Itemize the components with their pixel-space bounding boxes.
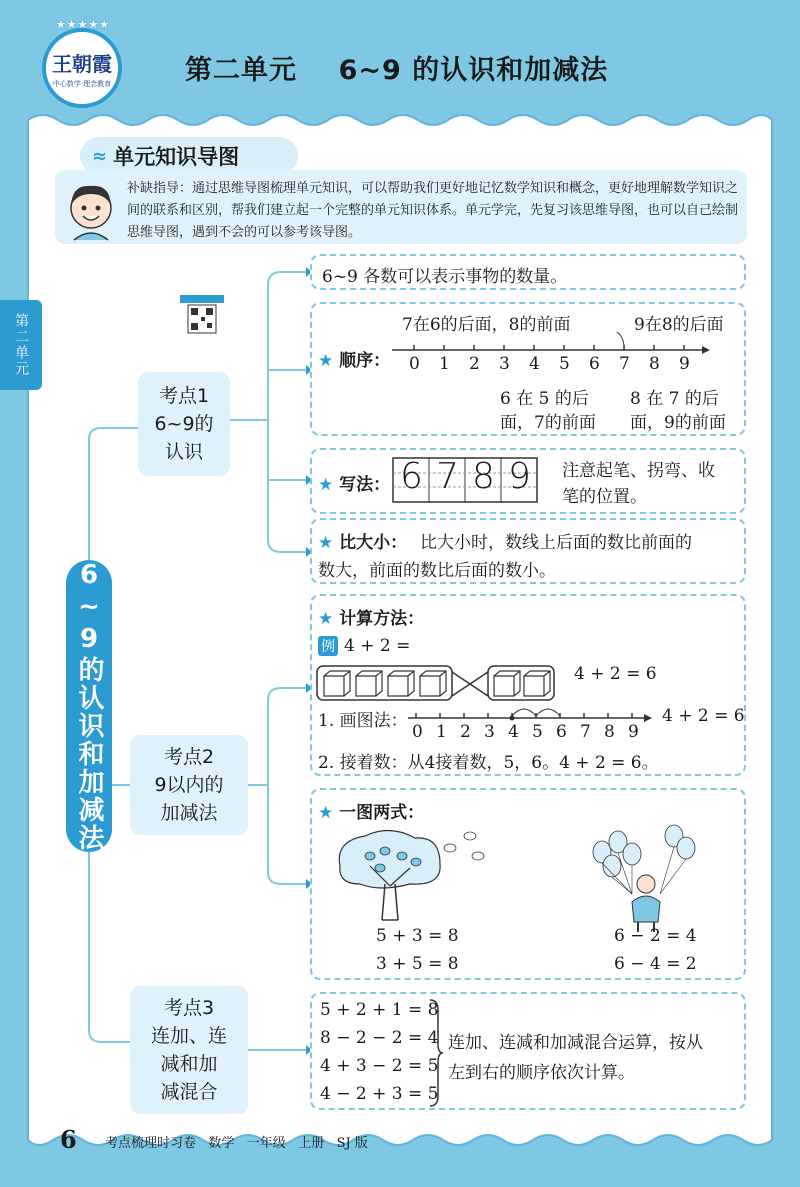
- kp3-label-line: 减和加: [160, 1053, 218, 1075]
- write-label: [318, 470, 390, 495]
- root-node-text: 6~9的认识和加减法: [74, 560, 104, 852]
- kp2-two-equations-card: [310, 788, 746, 980]
- method1-num: 2: [460, 722, 471, 742]
- note-eight-line: 8 在 7 的后: [630, 389, 719, 409]
- kp2-label-line: 加减法: [160, 802, 218, 824]
- note-nine: 9在8的后面: [634, 315, 724, 335]
- kp2-label-line: 考点2: [163, 746, 215, 768]
- kp3-label-line: 连加、连: [150, 1025, 227, 1047]
- order-label-text: 顺序：: [339, 351, 391, 371]
- write-note-line: 笔的位置。: [562, 487, 647, 507]
- tree-with-birds-icon: [330, 826, 520, 926]
- order-num: 5: [559, 354, 570, 374]
- calc-label: [318, 604, 424, 629]
- kp1-label-line: 认识: [164, 441, 203, 463]
- mixed-rule-line: 连加、连减和加减混合运算，按从: [448, 1033, 703, 1053]
- write-label-text: 写法：: [339, 475, 391, 495]
- order-num: 4: [529, 354, 540, 374]
- unit-side-tab[interactable]: 第二单元: [0, 300, 42, 390]
- method1-label: 1. 画图法：: [318, 711, 408, 731]
- mixed-rule-line: 左到右的顺序依次计算。: [448, 1063, 635, 1083]
- order-num: 3: [499, 354, 510, 374]
- order-num: 6: [589, 354, 600, 374]
- method1-num: 6: [556, 722, 567, 742]
- write-digit: 7: [436, 456, 459, 497]
- mixed-eq: 4 + 3 − 2 = 5: [320, 1056, 439, 1076]
- mixed-eq: 5 + 2 + 1 = 8: [320, 1000, 439, 1020]
- root-node: [66, 560, 112, 852]
- brand-logo: [42, 18, 122, 108]
- kp3-mixed-card: [310, 992, 746, 1110]
- method1-num: 3: [484, 722, 495, 742]
- order-label: [318, 346, 390, 371]
- kp3-label-line: 考点3: [163, 997, 215, 1019]
- header: [0, 0, 800, 105]
- page-title: 第二单元 6~9 的认识和加减法: [185, 55, 609, 86]
- logo-subtext: 中心数学·理念教育: [52, 79, 112, 88]
- footer-text: 考点梳理时习卷 数学 一年级 上册 SJ 版: [105, 1136, 368, 1151]
- write-digit: 6: [400, 456, 423, 497]
- order-num: 7: [619, 354, 630, 374]
- note-eight-line: 面，9的前面: [630, 413, 726, 433]
- curly-brace-icon: [428, 998, 444, 1108]
- order-num: 2: [469, 354, 480, 374]
- kp1-compare-card: [310, 518, 746, 584]
- order-num: 9: [679, 354, 690, 374]
- write-digit: 9: [508, 456, 531, 497]
- logo-text: 王朝霞: [52, 51, 112, 76]
- method1-result: 4 + 2 = 6: [662, 706, 745, 726]
- mixed-eq: 4 − 2 + 3 = 5: [320, 1084, 439, 1104]
- write-digit: 8: [472, 456, 495, 497]
- method1-num: 7: [580, 722, 591, 742]
- balloon-eq: 6 − 2 = 4: [614, 926, 697, 946]
- kp1-node: [138, 372, 230, 476]
- quantity-text: 6~9 各数可以表示事物的数量。: [322, 267, 568, 287]
- method1-num: 8: [604, 722, 615, 742]
- note-six-line: 面，7的前面: [500, 413, 596, 433]
- two-eq-label-text: 一图两式：: [339, 803, 425, 823]
- section-heading-text: 单元知识导图: [113, 145, 240, 169]
- compare-label: [318, 528, 407, 553]
- kp3-node: [130, 986, 248, 1114]
- tree-eq: 3 + 5 = 8: [376, 954, 459, 974]
- boy-with-balloons-icon: [582, 822, 712, 932]
- example-badge: 例: [318, 636, 338, 656]
- method1-num: 4: [508, 722, 519, 742]
- compare-label-text: 比大小：: [339, 533, 408, 553]
- note-six-line: 6 在 5 的后: [500, 389, 589, 409]
- write-note-line: 注意起笔、拐弯、收: [562, 461, 715, 481]
- example-expr: 4 + 2 =: [344, 636, 411, 656]
- method1-num: 0: [412, 722, 423, 742]
- kp1-label-line: 6~9的: [154, 413, 214, 435]
- guide-text: 补缺指导：通过思维导图梳理单元知识，可以帮助我们更好地记忆数学知识和概念，更好地理解数学知识之间的联系和区别，帮我们建立起一个完整的单元知识体系。单元学完，先复习该思维导图，也可以自己绘制思维导图，遇到不会的可以参考该导图。: [127, 181, 739, 240]
- kp2-node: [130, 735, 248, 835]
- tree-eq: 5 + 3 = 8: [376, 926, 459, 946]
- example-line: [318, 636, 410, 656]
- page-number: 6: [60, 1125, 77, 1154]
- balloon-eq: 6 − 4 = 2: [614, 954, 697, 974]
- two-eq-label: [318, 798, 424, 823]
- calc-label-text: 计算方法：: [339, 609, 425, 629]
- compare-text-line: 比大小时，数线上后面的数比前面的: [420, 533, 692, 553]
- note-seven: 7在6的后面，8的前面: [402, 315, 571, 335]
- kp3-label-line: 减混合: [160, 1081, 218, 1103]
- star-icon: ★: [318, 803, 340, 823]
- order-num: 0: [409, 354, 420, 374]
- stars-icon: ★★★★★: [55, 18, 111, 31]
- kp1-order-card: [310, 302, 746, 436]
- order-num: 1: [439, 354, 450, 374]
- kp1-quantity-card: [310, 254, 746, 290]
- kp2-label-line: 9以内的: [154, 774, 224, 796]
- method2-text: 2. 接着数：从4接着数，5，6。4 + 2 = 6。: [318, 753, 659, 773]
- star-icon: ★: [318, 609, 340, 629]
- student-avatar-icon: [62, 178, 120, 242]
- star-icon: ★: [318, 475, 340, 495]
- star-icon: ★: [318, 351, 340, 371]
- wave-icon: ≈: [92, 145, 108, 167]
- order-num: 8: [649, 354, 660, 374]
- mixed-eq: 8 − 2 − 2 = 4: [320, 1028, 439, 1048]
- method1-num: 5: [532, 722, 543, 742]
- method1-num: 1: [436, 722, 447, 742]
- method1-num: 9: [628, 722, 639, 742]
- cube-result: 4 + 2 = 6: [574, 664, 657, 684]
- compare-text-line: 数大，前面的数比后面的数小。: [318, 561, 556, 581]
- star-icon: ★: [318, 533, 340, 553]
- qr-code-icon[interactable]: [180, 295, 224, 335]
- kp2-calc-card: [310, 594, 746, 776]
- kp1-label-line: 考点1: [158, 385, 210, 407]
